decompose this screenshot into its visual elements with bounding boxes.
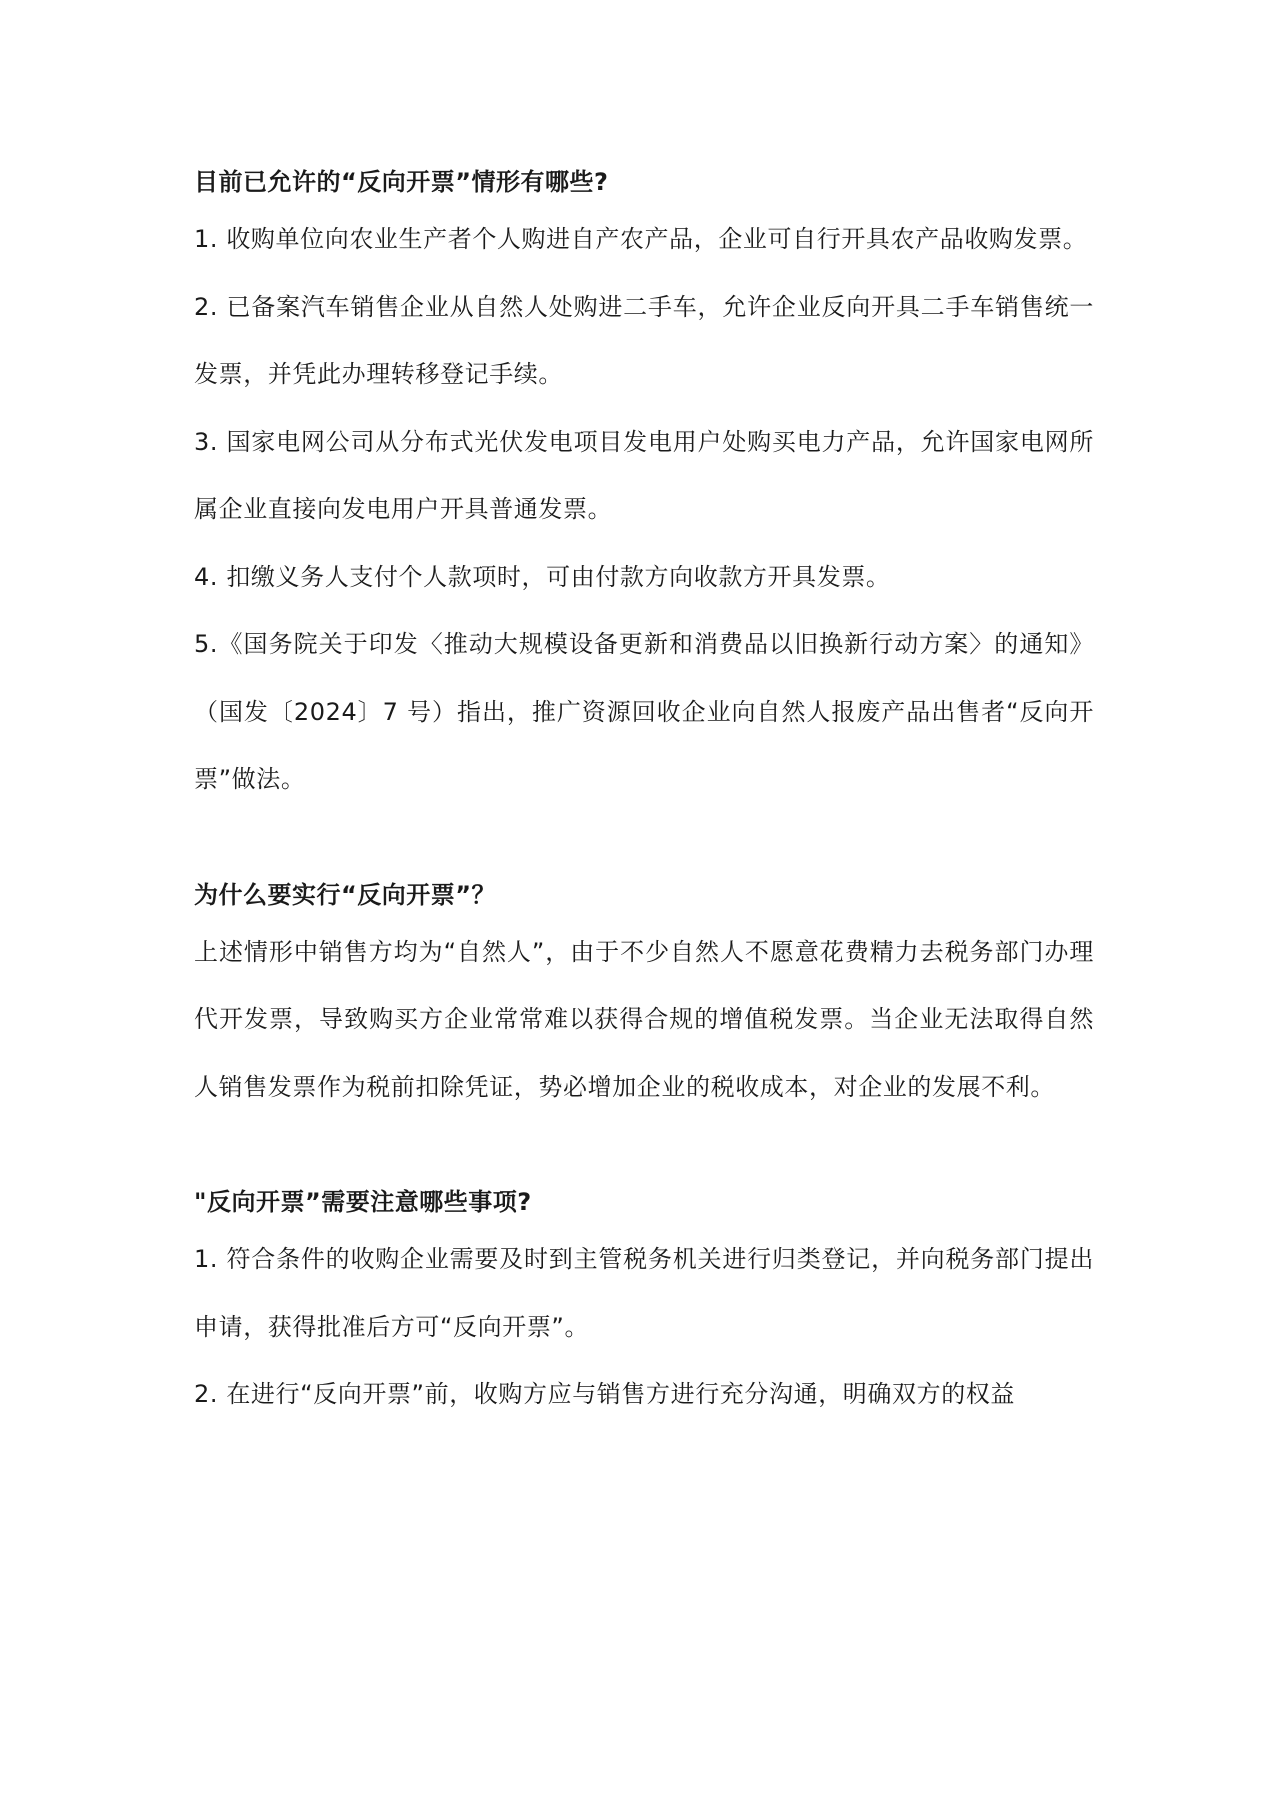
- list-item: 2. 在进行“反向开票”前，收购方应与销售方进行充分沟通，明确双方的权益: [194, 1380, 1015, 1408]
- section-heading: "反向开票”需要注意哪些事项?: [194, 1188, 532, 1216]
- section-heading: 目前已允许的“反向开票”情形有哪些?: [194, 168, 609, 196]
- section-heading: 为什么要实行“反向开票”？: [194, 880, 497, 909]
- body-paragraph: 上述情形中销售方均为“自然人”，由于不少自然人不愿意花费精力去税务部门办理代开发票，导致购买方企业常常难以获得合规的增值税发票。当企业无法取得自然人销售发票作为税前扣除凭证，势必增加企业的税收成本，对企业的发展不利。: [194, 937, 1094, 1101]
- section-why: [194, 878, 1094, 1122]
- list-item: 4. 扣缴义务人支付个人款项时，可由付款方向收款方开具发票。: [194, 562, 891, 591]
- list-item: 5.《国务院关于印发〈推动大规模设备更新和消费品以旧换新行动方案〉的通知》（国发〔2024〕7 号）指出，推广资源回收企业向自然人报废产品出售者“反向开票”做法。: [194, 630, 1094, 793]
- list-item: 2. 已备案汽车销售企业从自然人处购进二手车，允许企业反向开具二手车销售统一发票，并凭此办理转移登记手续。: [194, 292, 1094, 388]
- section-notes: [194, 1185, 1094, 1429]
- list-item: 1. 收购单位向农业生产者个人购进自产农产品，企业可自行开具农产品收购发票。: [194, 225, 1088, 253]
- document-page: [194, 165, 1094, 1429]
- section-allowed-cases: [194, 165, 1094, 814]
- list-item: 1. 符合条件的收购企业需要及时到主管税务机关进行归类登记，并向税务部门提出申请，获得批准后方可“反向开票”。: [194, 1245, 1094, 1341]
- list-item: 3. 国家电网公司从分布式光伏发电项目发电用户处购买电力产品，允许国家电网所属企业直接向发电用户开具普通发票。: [194, 427, 1094, 523]
